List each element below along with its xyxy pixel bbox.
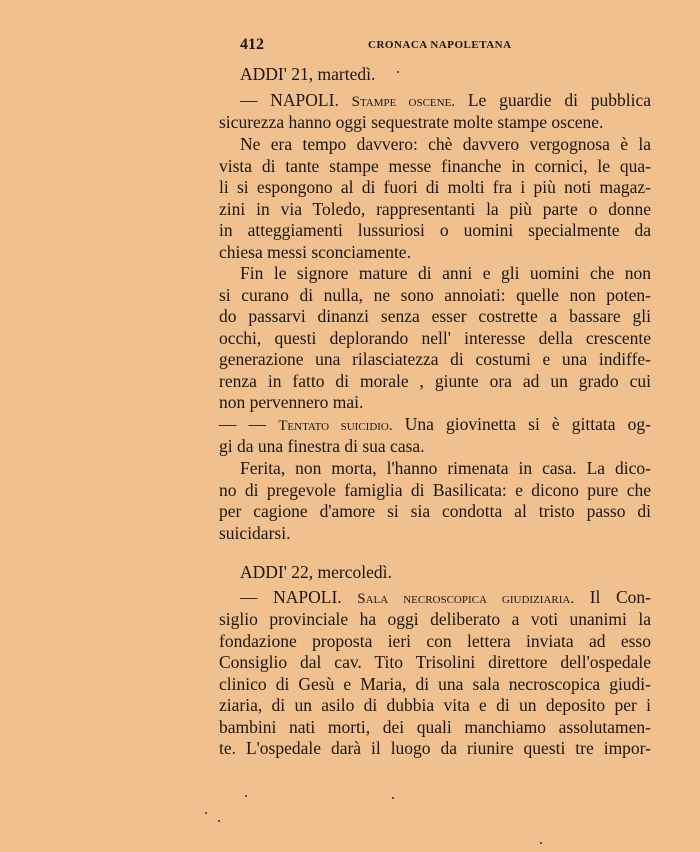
item-first-line bbox=[240, 90, 651, 112]
text-line: zini in via Toledo, rappresentanti la più parte o donne bbox=[219, 198, 651, 219]
text-line: Ne era tempo davvero: chè davvero vergognosa è la bbox=[240, 134, 651, 154]
text-line: generazione una rilasciatezza di costumi e una indiffe- bbox=[219, 349, 651, 369]
text-line: in atteggiamenti lussuriosi o uomini specialmente da bbox=[219, 220, 651, 240]
running-title: CRONACA NAPOLETANA bbox=[368, 39, 512, 51]
text-line: clinico di Gesù e Maria, di una sala necroscopica giudi- bbox=[219, 673, 651, 694]
text-line: si curano di nulla, ne sono annoiati: quelle non poten- bbox=[219, 284, 651, 305]
text-line: fondazione proposta ieri con lettera inviata ad esso bbox=[219, 630, 651, 651]
text-line: li si espongono al di fuori di molti fra i più noti magaz- bbox=[219, 177, 651, 197]
text-line: Consiglio dal cav. Tito Trisolini direttore dell'ospedale bbox=[219, 652, 651, 672]
text-line: vista di tante stampe messe finanche in cornici, le qua- bbox=[219, 155, 651, 176]
page-number: 412 bbox=[240, 36, 264, 53]
text-line: suicidarsi. bbox=[219, 522, 291, 543]
item-first-line bbox=[240, 587, 651, 609]
text-line: non pervennero mai. bbox=[219, 392, 364, 412]
item-heading: Stampe oscene. bbox=[351, 94, 456, 110]
entry-date: ADDI' 22, mercoledì. bbox=[240, 562, 392, 582]
text-line: ziaria, di un asilo di dubbia vita e di un deposito per i bbox=[219, 695, 651, 715]
scan-speck bbox=[218, 820, 220, 822]
text-line: bambini nati morti, dei quali manchiamo assolutamen- bbox=[219, 716, 651, 737]
text-line: do passarvi dinanzi senza esser costrette a bassare gli bbox=[219, 306, 651, 326]
item-text: Le guardie di pubblica bbox=[455, 90, 651, 110]
scan-speck bbox=[392, 797, 394, 799]
text-line: te. L'ospedale darà il luogo da riunire questi tre impor- bbox=[219, 738, 651, 758]
text-line: per cagione d'amore si sia condotta al tristo passo di bbox=[219, 501, 651, 521]
text-line: Ferita, non morta, l'hanno rimenata in casa. La dico- bbox=[240, 458, 651, 478]
text-line: gi da una finestra di sua casa. bbox=[219, 435, 425, 456]
item-lead: — — bbox=[219, 414, 267, 434]
item-text: Una giovinetta si è gittata og- bbox=[392, 414, 651, 434]
item-heading: Tentato suicidio. bbox=[278, 418, 393, 434]
text-line: renza in fatto di morale , giunte ora ad un grado cui bbox=[219, 370, 651, 391]
scan-speck bbox=[397, 71, 399, 73]
item-text: Il Con- bbox=[574, 587, 651, 607]
page-header bbox=[240, 36, 650, 56]
text-line: no di pregevole famiglia di Basilicata: e dicono pure che bbox=[219, 479, 651, 500]
text-line: Fin le signore mature di anni e gli uomini che non bbox=[240, 263, 651, 283]
entry-date: ADDI' 21, martedì. bbox=[240, 64, 376, 84]
text-line: sicurezza hanno oggi sequestrate molte stampe oscene. bbox=[219, 111, 604, 132]
text-line: chiesa messi sconciamente. bbox=[219, 241, 411, 262]
item-lead: — NAPOLI. bbox=[240, 90, 339, 110]
scan-speck bbox=[245, 795, 247, 797]
item-lead: — NAPOLI. bbox=[240, 587, 342, 607]
scan-speck bbox=[540, 842, 542, 844]
scan-speck bbox=[205, 812, 207, 814]
item-first-line bbox=[219, 414, 651, 436]
text-line: siglio provinciale ha oggi deliberato a voti unanimi la bbox=[219, 609, 651, 629]
item-heading: Sala necroscopica giudiziaria. bbox=[357, 591, 575, 607]
text-line: occhi, questi deplorando nell' interesse della crescente bbox=[219, 327, 651, 348]
